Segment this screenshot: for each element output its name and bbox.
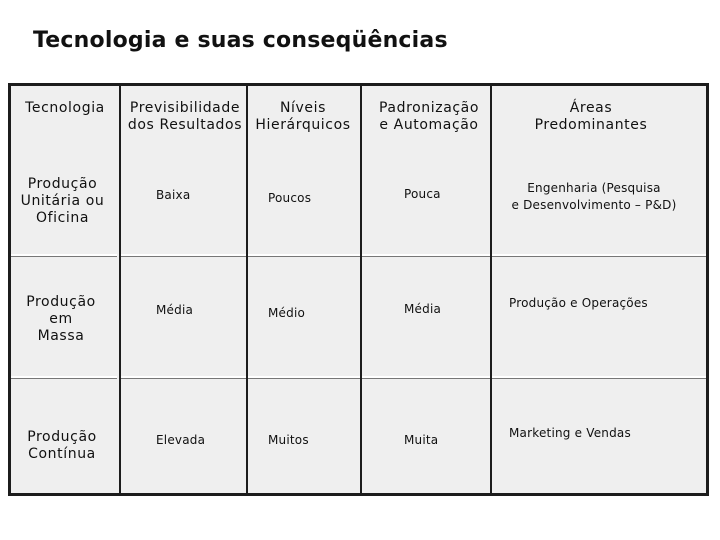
cell-padronizacao: Média [404,302,442,316]
row-label-producao-unitaria: Produção Unitária ou Oficina [20,176,105,226]
column-divider [246,86,248,493]
row-divider [248,376,360,378]
row-label-producao-continua: Produção Contínua [27,429,97,462]
header-tecnologia: Tecnologia [25,100,105,116]
cell-niveis: Médio [268,306,306,320]
header-areas: Áreas Predominantes [534,100,648,133]
header-padronizacao: Padronização e Automação [378,100,480,133]
row-divider [492,254,706,256]
row-divider [362,376,490,378]
row-divider [248,254,360,256]
cell-areas: Engenharia (Pesquisa e Desenvolvimento – P&D) [511,181,677,212]
cell-areas: Produção e Operações [509,296,648,310]
cell-niveis: Muitos [268,433,309,447]
cell-areas: Marketing e Vendas [509,426,631,440]
row-divider [492,376,706,378]
row-divider [121,254,246,256]
row-divider [121,376,246,378]
cell-previsibilidade: Baixa [156,188,191,202]
cell-previsibilidade: Elevada [156,433,206,447]
header-niveis: Níveis Hierárquicos [255,100,351,133]
cell-padronizacao: Muita [404,433,439,447]
cell-padronizacao: Pouca [404,187,441,201]
row-label-producao-massa: Produção em Massa [26,294,96,344]
row-divider [11,254,117,256]
cell-previsibilidade: Média [156,303,194,317]
column-divider [119,86,121,493]
column-divider [490,86,492,493]
cell-niveis: Poucos [268,191,312,205]
page-title: Tecnologia e suas conseqüências [33,28,448,53]
row-divider [362,254,490,256]
technology-table [8,83,709,496]
header-previsibilidade: Previsibilidade dos Resultados [127,100,243,133]
row-divider [11,376,117,378]
column-divider [360,86,362,493]
